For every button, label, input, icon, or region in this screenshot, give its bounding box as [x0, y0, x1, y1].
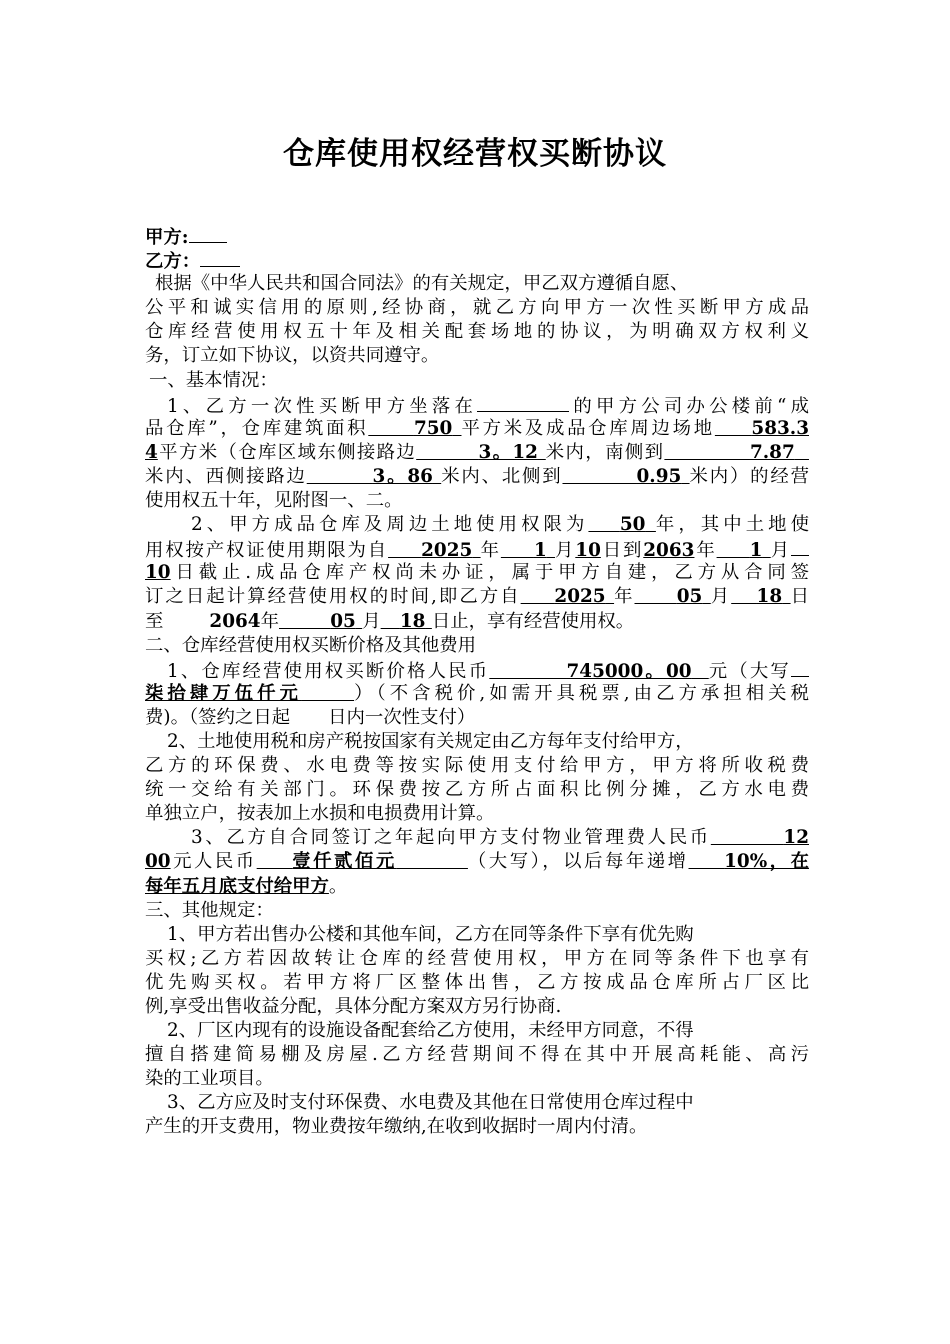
- clause-3-3-line: 3、乙方应及时支付环保费、水电费及其他在日常使用仓库过程中: [167, 1092, 694, 1114]
- preamble-line: 公平和诚实信用的原则,经协商，就乙方向甲方一次性买断甲方成品: [145, 297, 809, 319]
- clause-3-2-line: 2、厂区内现有的设施设备配套给乙方使用，未经甲方同意，不得: [167, 1020, 694, 1042]
- term-years: 50: [619, 514, 646, 536]
- fee-words: 壹仟贰佰元: [292, 851, 397, 873]
- clause-1-1-line: 品仓库”，仓库建筑面积 750 平方米及成品仓库周边场地 583.3: [145, 417, 809, 439]
- property-fee: 12: [783, 827, 809, 849]
- clause-1-1-line: 1、乙方一次性买断甲方坐落在 的甲方公司办公楼前“成: [145, 393, 809, 417]
- clause-3-1-line: 优先购买权。若甲方将厂区整体出售，乙方按成品仓库所占厂区比: [145, 971, 809, 993]
- party-b-label: 乙方：: [145, 251, 201, 273]
- clause-2-3-line: 00元人民币 壹仟贰佰元 （大写），以后每年递增 10%，在: [145, 851, 809, 873]
- section-1-heading: 一、基本情况：: [149, 369, 278, 391]
- document-title: 仓库使用权经营权买断协议: [283, 136, 667, 172]
- location-blank: [477, 393, 569, 412]
- clause-2-3-line: 每年五月底支付给甲方。: [145, 875, 348, 897]
- clause-3-2-line: 擅自搭建简易棚及房屋.乙方经营期间不得在其中开展高耗能、高污: [145, 1044, 809, 1066]
- clause-1-2-line: 用权按产权证使用期限为自 2025 年 1 月10日到2063年 1 月: [145, 537, 809, 561]
- east-distance: 3。12: [478, 441, 538, 463]
- clause-2-1-line: 费)。（签约之日起 日内一次性支付）: [145, 706, 476, 728]
- preamble-line: 根据《中华人民共和国合同法》的有关规定，甲乙双方遵循自愿、: [155, 273, 689, 295]
- party-a-blank: [189, 224, 227, 243]
- clause-2-2-line: 单独立户，按表加上水损和电损费用计算。: [145, 803, 495, 825]
- clause-1-2-line: 2、甲方成品仓库及周边土地使用权限为 50 年，其中土地使: [191, 514, 809, 536]
- party-a-label: 甲方:: [145, 227, 189, 248]
- price-words: 柒拾肆万伍仟元: [145, 682, 302, 704]
- clause-3-2-line: 染的工业项目。: [145, 1068, 274, 1090]
- document-body: [145, 224, 809, 1140]
- clause-1-1-line: 米内、西侧接路边 3。86 米内、北侧到 0.95 米内）的经营: [145, 465, 810, 487]
- south-distance: 7.87: [749, 441, 795, 463]
- clause-3-1-line: 例,享受出售收益分配，具体分配方案双方另行协商.: [145, 996, 562, 1017]
- clause-2-3-line: 3、乙方自合同签订之年起向甲方支付物业管理费人民币 12: [191, 827, 809, 849]
- clause-3-1-line: 1、甲方若出售办公楼和其他车间，乙方在同等条件下享有优先购: [167, 923, 694, 945]
- clause-1-2-line: 10日截止.成品仓库产权尚未办证，属于甲方自建，乙方从合同签: [145, 562, 809, 584]
- clause-1-2-line: 订之日起计算经营使用权的时间,即乙方自 2025 年 05 月 18 日: [145, 586, 809, 608]
- clause-1-1-line: 4平方米（仓库区域东侧接路边 3。12 米内，南侧到 7.87: [145, 441, 809, 465]
- clause-1-1-line: 使用权五十年，见附图一、二。: [145, 490, 403, 512]
- clause-2-2-line: 统一交给有关部门。环保费按乙方所占面积比例分摊，乙方水电费: [145, 779, 809, 801]
- party-b-line: [145, 248, 809, 272]
- payment-time: 每年五月底支付给甲方: [145, 875, 329, 897]
- clause-3-3-line: 产生的开支费用，物业费按年缴纳,在收到收据时一周内付清。: [145, 1116, 648, 1138]
- section-3-heading: 三、其他规定：: [145, 899, 274, 921]
- price: 745000。00: [566, 660, 692, 682]
- clause-2-1-line: 柒拾肆万伍仟元 ）（不含税价,如需开具税票,由乙方承担相关税: [145, 682, 809, 704]
- building-area: 750: [413, 417, 453, 439]
- north-distance: 0.95: [636, 465, 682, 487]
- clause-1-2-line: 至 2064年 05 月 18 日止，享有经营使用权。: [145, 610, 635, 632]
- west-distance: 3。86: [372, 465, 433, 487]
- clause-2-2-line: 2、土地使用税和房产税按国家有关规定由乙方每年支付给甲方，: [167, 730, 694, 752]
- section-2-heading: 二、仓库经营使用权买断价格及其他费用: [145, 634, 477, 656]
- site-area: 583.3: [751, 417, 809, 439]
- party-b-blank: [200, 248, 240, 267]
- clause-2-2-line: 乙方的环保费、水电费等按实际使用支付给甲方，甲方将所收税费: [145, 755, 809, 777]
- clause-3-1-line: 买权;乙方若因故转让仓库的经营使用权，甲方在同等条件下也享有: [145, 947, 809, 969]
- annual-increase: 10%，在: [724, 851, 809, 873]
- party-a-line: [145, 224, 809, 248]
- clause-2-1-line: 1、仓库经营使用权买断价格人民币 745000。00 元（大写: [145, 658, 809, 682]
- preamble-line: 务，订立如下协议，以资共同遵守。: [145, 345, 440, 367]
- preamble-line: 仓库经营使用权五十年及相关配套场地的协议，为明确双方权利义: [145, 321, 809, 343]
